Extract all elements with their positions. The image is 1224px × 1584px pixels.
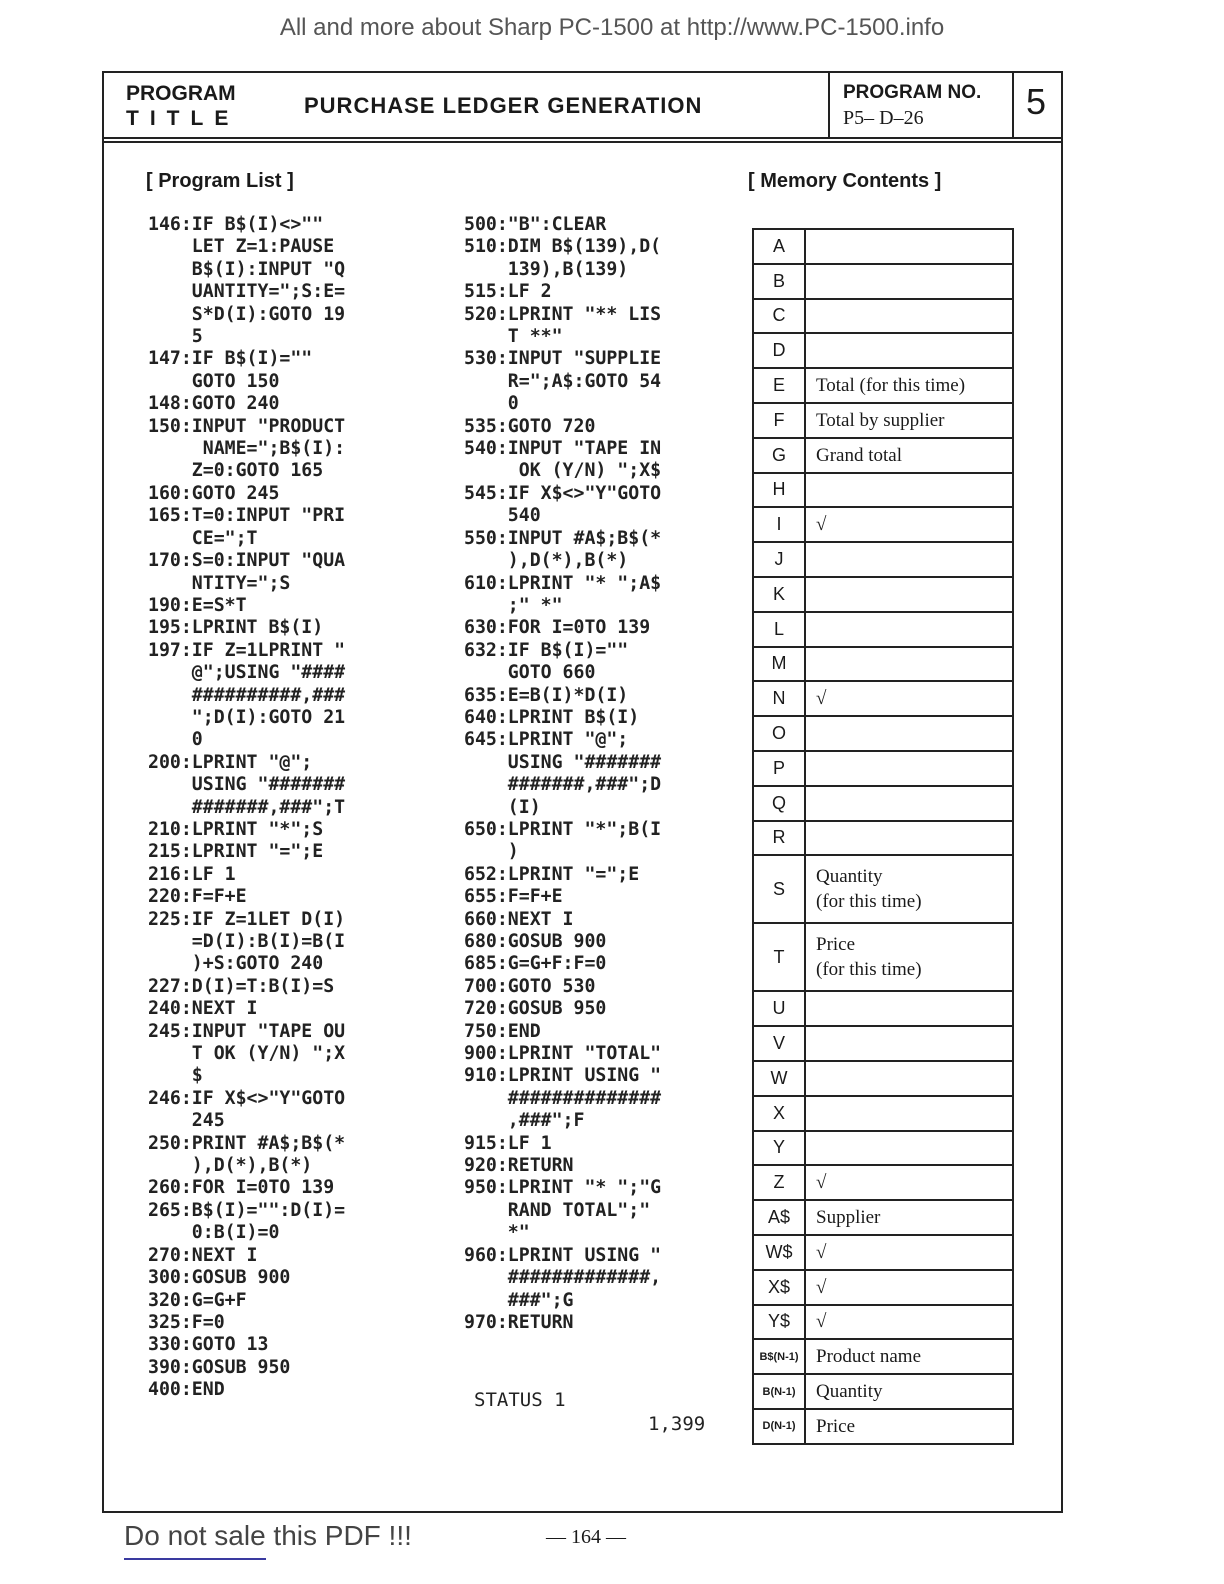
memory-description [805,333,1013,368]
site-banner: All and more about Sharp PC-1500 at http://www.PC-1500.info [279,14,945,41]
memory-description [805,855,1013,923]
memory-row [753,1061,1013,1096]
memory-row [753,299,1013,334]
memory-description [805,923,1013,991]
check-mark-icon: √ [805,1270,1013,1305]
memory-variable: Q [753,786,805,821]
memory-row [753,751,1013,786]
memory-variable: J [753,542,805,577]
memory-description [805,542,1013,577]
memory-variable: H [753,473,805,508]
memory-description [805,1131,1013,1166]
memory-variable: W [753,1061,805,1096]
memory-variable: X [753,1096,805,1131]
memory-description [805,473,1013,508]
memory-row [753,1235,1013,1270]
memory-row [753,855,1013,923]
memory-description: Total (for this time) [805,368,1013,403]
check-mark-icon: √ [805,1305,1013,1340]
memory-variable: C [753,299,805,334]
memory-description [805,751,1013,786]
memory-row [753,612,1013,647]
memory-variable: S [753,855,805,923]
memory-description [805,612,1013,647]
memory-variable: R [753,821,805,856]
memory-variable: F [753,403,805,438]
memory-variable: V [753,1026,805,1061]
memory-row [753,647,1013,682]
memory-description-line-2: (for this time) [816,891,922,913]
memory-description [805,1061,1013,1096]
memory-variable: W$ [753,1235,805,1270]
memory-variable: N [753,681,805,716]
memory-description: Total by supplier [805,403,1013,438]
check-mark-icon: √ [805,1165,1013,1200]
status-line: STATUS 1 [474,1389,566,1411]
memory-variable: I [753,507,805,542]
program-title-label [126,81,239,131]
memory-row [753,438,1013,473]
step-count: 1,399 [648,1413,706,1435]
memory-description [805,264,1013,299]
memory-row [753,1270,1013,1305]
memory-description-line-1: Price [816,934,856,956]
memory-row [753,1165,1013,1200]
check-mark-icon: √ [805,1235,1013,1270]
program-list-column-2: 500:"B":CLEAR 510:DIM B$(139),D( 139),B(139) 515:LF 2 520:LPRINT "** LIS T **" 530:INPUT "SUPPLIE R=";A$:GOTO 54 0 535:GOTO 720 540:INPUT "TAPE IN OK (Y/N) ";X$ 545:IF X$<>"Y"GOTO 540 550:INPUT #A$;B$(* ),D(*),B(*) 610:LPRINT "* ";A$ ;" *" 630:FOR I=0TO 139 632:IF B$(I)="" GOTO 660 635:E=B(I)*D(I) 640:LPRINT B$(I) 645:LPRINT "@"; USING "####### #######,###";D (I) 650:LPRINT "*";B(I ) 652:LPRINT "=";E 655:F=F+E 660:NEXT I 680:GOSUB 900 685:G=G+F:F=0 700:GOTO 530 720:GOSUB 950 750:END 900:LPRINT "TOTAL" 910:LPRINT USING " ############## ,###";F 915:LF 1 920:RETURN 950:LPRINT "* ";"G RAND TOTAL";" *" 960:LPRINT USING " #############, ###";G 970:RETURN [464,214,662,1333]
memory-row [753,1305,1013,1340]
memory-variable: T [753,923,805,991]
memory-description [805,716,1013,751]
memory-row [753,1339,1013,1374]
memory-description [805,577,1013,612]
sheet-header [104,73,1061,139]
memory-variable: P [753,751,805,786]
program-number-box [828,73,1014,137]
memory-variable: A [753,229,805,264]
memory-row [753,264,1013,299]
memory-row [753,1409,1013,1444]
check-mark-icon: √ [805,681,1013,716]
program-title: PURCHASE LEDGER GENERATION [304,93,703,118]
memory-variable: A$ [753,1200,805,1235]
memory-description: Supplier [805,1200,1013,1235]
memory-variable: D(N-1) [753,1409,805,1444]
memory-description [805,647,1013,682]
memory-description: Price [805,1409,1013,1444]
memory-row [753,368,1013,403]
memory-row [753,507,1013,542]
program-label: PROGRAM [126,82,236,105]
memory-variable: D [753,333,805,368]
program-list-column-1: 146:IF B$(I)<>"" LET Z=1:PAUSE B$(I):INPUT "Q UANTITY=";S:E= S*D(I):GOTO 19 5 147:IF B$(I)="" GOTO 150 148:GOTO 240 150:INPUT "PRODUCT NAME=";B$(I): Z=0:GOTO 165 160:GOTO 245 165:T=0:INPUT "PRI CE=";T 170:S=0:INPUT "QUA NTITY=";S 190:E=S*T 195:LPRINT B$(I) 197:IF Z=1LPRINT " @";USING "#### ##########,### ";D(I):GOTO 21 0 200:LPRINT "@"; USING "####### #######,###";T 210:LPRINT "*";S 215:LPRINT "=";E 216:LF 1 220:F=F+E 225:IF Z=1LET D(I) =D(I):B(I)=B(I )+S:GOTO 240 227:D(I)=T:B(I)=S 240:NEXT I 245:INPUT "TAPE OU T OK (Y/N) ";X $ 246:IF X$<>"Y"GOTO 245 250:PRINT #A$;B$(* ),D(*),B(*) 260:FOR I=0TO 139 265:B$(I)="":D(I)= 0:B(I)=0 270:NEXT I 300:GOSUB 900 320:G=G+F 325:F=0 330:GOTO 13 390:GOSUB 950 400:END [148,214,346,1401]
memory-variable: U [753,991,805,1026]
memory-variable: Y [753,1131,805,1166]
memory-description-line-2: (for this time) [816,959,922,981]
memory-description [805,1026,1013,1061]
memory-row [753,542,1013,577]
memory-row [753,577,1013,612]
memory-row [753,1374,1013,1409]
program-number-label: PROGRAM NO. [843,82,982,103]
header-divider [104,141,1061,143]
memory-description: Grand total [805,438,1013,473]
memory-variable: K [753,577,805,612]
memory-variable: Z [753,1165,805,1200]
memory-variable: M [753,647,805,682]
sheet-page-number: 5 [1026,81,1047,122]
memory-description [805,229,1013,264]
memory-variable: Y$ [753,1305,805,1340]
memory-variable: G [753,438,805,473]
memory-row [753,1200,1013,1235]
memory-row [753,1131,1013,1166]
check-mark-icon: √ [805,507,1013,542]
memory-description: Product name [805,1339,1013,1374]
memory-row [753,1096,1013,1131]
memory-variable: B$(N-1) [753,1339,805,1374]
memory-row [753,991,1013,1026]
memory-row [753,229,1013,264]
memory-variable: B(N-1) [753,1374,805,1409]
memory-row [753,473,1013,508]
memory-description [805,299,1013,334]
memory-description [805,821,1013,856]
footer-notice: Do not sale this PDF !!! [124,1520,412,1551]
program-list-heading: [ Program List ] [146,170,294,192]
memory-variable: E [753,368,805,403]
memory-row [753,333,1013,368]
title-label: TITLE [126,107,240,130]
memory-variable: B [753,264,805,299]
memory-contents-table [752,228,1014,1445]
memory-row [753,403,1013,438]
memory-description [805,1096,1013,1131]
memory-row [753,681,1013,716]
program-number: P5– D–26 [843,107,924,129]
program-sheet [102,71,1063,1513]
memory-row [753,786,1013,821]
memory-description: Quantity [805,1374,1013,1409]
memory-row [753,821,1013,856]
memory-variable: L [753,612,805,647]
memory-description-line-1: Quantity [816,866,883,888]
memory-row [753,923,1013,991]
footer-page-number: — 164 — [546,1526,626,1548]
memory-contents-heading: [ Memory Contents ] [748,170,942,192]
footer-underline [124,1558,266,1560]
memory-variable: X$ [753,1270,805,1305]
memory-description [805,991,1013,1026]
memory-row [753,716,1013,751]
memory-variable: O [753,716,805,751]
memory-row [753,1026,1013,1061]
memory-description [805,786,1013,821]
